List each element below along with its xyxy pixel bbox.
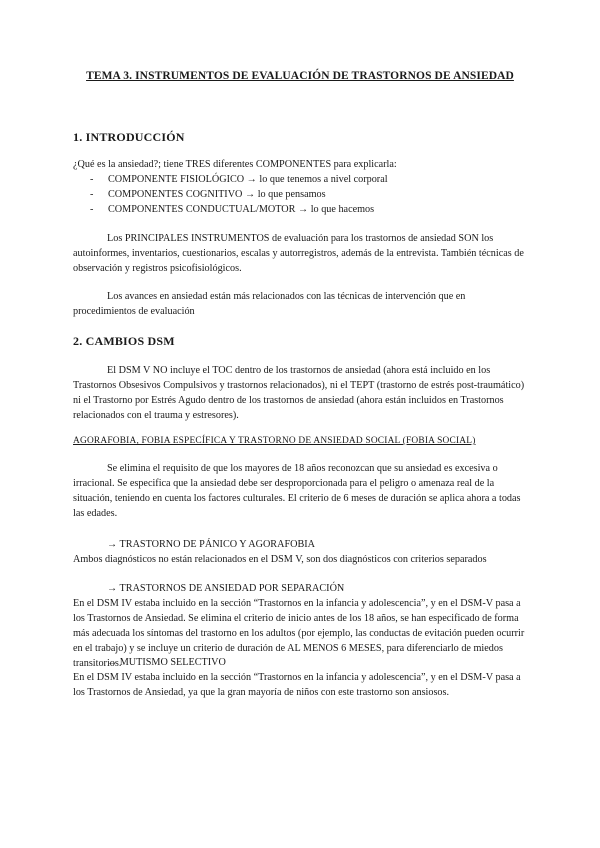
intro-question: ¿Qué es la ansiedad?; tiene TRES diferentes COMPONENTES para explicarla: [73,159,397,170]
list-item [90,187,326,202]
bullet-marker: - [90,174,94,185]
dsm-paragraph-toc: El DSM V NO incluye el TOC dentro de los trastornos de ansiedad (ahora está incluido en los Trastornos Obsesivos Compulsivos y trastornos relacionados), ni el TEPT (trastorno de estrés post-traumático) ni el Trastorno por Estrés Agudo dentro de los trastornos de ansiedad (ahora están incluidos en Trastornos relacionados con el trauma y estresores). [73,365,525,421]
list-item-text: COMPONENTES CONDUCTUAL/MOTOR → lo que hacemos [108,204,375,215]
list-item [90,172,388,187]
section-heading-introduccion: 1. INTRODUCCIÓN [73,130,185,144]
list-item-text: COMPONENTE FISIOLÓGICO → lo que tenemos a nivel corporal [108,174,388,185]
mutismo-paragraph: En el DSM IV estaba incluido en la sección “Trastornos en la infancia y adolescencia”, y en el DSM-V pasa a los Trastornos de Ansiedad, ya que la gran mayoría de niños con este trastorno son ansiosos. [73,672,521,698]
separacion-paragraph: En el DSM IV estaba incluido en la sección “Trastornos en la infancia y adolescencia”, y en el DSM-V pasa a los Trastornos de Ansiedad. Se elimina el criterio de inicio antes de los 18 años, se han especificado de forma más adecuada los síntomas del trastorno en los adultos (por ejemplo, las conductas de evitación pueden ocurrir en el trabajo) y se incluye un criterio de duración de AL MENOS 6 MESES, para diferenciarlo de miedos transitorios. [73,598,525,669]
bullet-marker: - [90,189,94,200]
separacion-heading: → TRASTORNOS DE ANSIEDAD POR SEPARACIÓN [107,583,345,594]
section-heading-cambios-dsm: 2. CAMBIOS DSM [73,334,175,348]
panico-heading: → TRASTORNO DE PÁNICO Y AGORAFOBIA [107,539,316,550]
agorafobia-paragraph: Se elimina el requisito de que los mayores de 18 años reconozcan que su ansiedad es excesiva o irracional. Se especifica que la ansiedad debe ser desproporcionada para el peligro o amenaza real de la situación, teniendo en cuenta los factores culturales. El criterio de 6 meses de duración se aplica ahora a todas las edades. [73,463,521,519]
list-item [90,202,374,217]
bullet-marker: - [90,204,94,215]
intro-paragraph-instrumentos: Los PRINCIPALES INSTRUMENTOS de evaluación para los trastornos de ansiedad SON los autoinformes, inventarios, cuestionarios, escalas y autorregistros, además de la entrevista. También técnicas de observación y registros psicofisiológicos. [73,233,524,274]
intro-paragraph-avances: Los avances en ansiedad están más relacionados con las técnicas de intervención que en procedimientos de evaluación [73,291,466,317]
panico-paragraph: Ambos diagnósticos no están relacionados en el DSM V, son dos diagnósticos con criterios separados [73,554,487,565]
subsection-heading-agorafobia: AGORAFOBIA, FOBIA ESPECÍFICA Y TRASTORNO DE ANSIEDAD SOCIAL (FOBIA SOCIAL) [73,436,476,446]
document-title: TEMA 3. INSTRUMENTOS DE EVALUACIÓN DE TRASTORNOS DE ANSIEDAD [86,70,514,82]
list-item-text: COMPONENTES COGNITIVO → lo que pensamos [108,189,326,200]
mutismo-heading: → MUTISMO SELECTIVO [107,657,226,668]
